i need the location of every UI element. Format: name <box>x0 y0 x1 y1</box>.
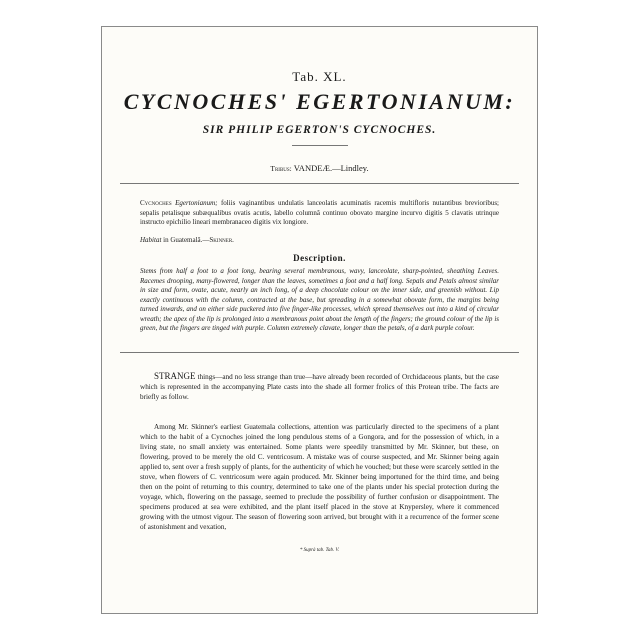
tribe-value: VANDEÆ.—Lindley. <box>293 163 369 173</box>
description-heading: Description. <box>293 253 346 263</box>
plate-number: Tab. XL. <box>292 69 347 84</box>
plate-page <box>101 26 538 614</box>
footnote: * Suprà tab. Tab. V. <box>299 548 340 553</box>
short-divider <box>292 145 348 146</box>
tribe-line <box>102 163 537 173</box>
habitat-author: Skinner. <box>209 236 234 244</box>
narrative-paragraph-1 <box>140 371 499 402</box>
habitat-prefix: Habitat <box>140 236 162 244</box>
habitat-line <box>140 236 537 244</box>
narrative-paragraph-2 <box>140 422 499 532</box>
diagnosis-genus: Cycnoches <box>140 199 172 207</box>
description-body: Stems from half a foot to a foot long, bearing several membranous, wavy, lanceolate, sharp-pointed, sheathing Leaves. Racemes drooping, many-flowered, longer than the leaves, sometimes a foot and a half long. Sepals and Petals almost similar in size and form, ovate, acute, nearly an inch long, of a deep chocolate colour on the inner side, and greenish without. Lip exactly continuous with the column, contracted at the base, but spreading in a somewhat obovate form, the margins being turned inwards, and on either side puckered into five finger-like processes, which spread themselves out into a kind of circular wreath; the apex of the lip is prolonged into a membranous point about the length of the fingers; the ground colour of the lip is green, but the fingers are tinged with purple. Column extremely clavate, longer than the petals, of a dark purple colour. <box>140 267 499 332</box>
species-title: CYCNOCHES' EGERTONIANUM: <box>123 89 516 114</box>
common-name-subtitle: SIR PHILIP EGERTON'S CYCNOCHES. <box>202 124 437 136</box>
narrative-lead-word: STRANGE <box>154 371 196 381</box>
diagnosis-text: foliis vaginantibus undulatis lanceolatis acuminatis racemis multifloris nutantibus brevioribus; sepalis petalisque subæqualibus ovatis acutis, labello columnâ continuo obovato margine incurvo digitis 5 clavatis utrinque instructo epichilio lineari membranaceo digitis vix longiore. <box>140 199 500 226</box>
latin-diagnosis <box>140 199 499 228</box>
header-divider <box>120 183 519 184</box>
tribe-label: Tribus: <box>270 164 292 173</box>
diagnosis-species: Egertonianum; <box>175 199 218 207</box>
narrative-para1-text: things—and no less strange than true—have already been recorded of Orchidaceous plants, but the case which is represented in the accompanying Plate casts into the shade all former frolics of this Protean tribe. The facts are briefly as follow. <box>140 373 499 401</box>
description-divider <box>120 352 519 353</box>
narrative-para2-text: Among Mr. Skinner's earliest Guatemala collections, attention was particularly directed to the specimens of a plant which to the habit of a Cycnoches joined the long pendulous stems of a Gongora, and for the possession of which, in a living state, no small anxiety was entertained. Some plants were speedily transmitted by Mr. Skinner, but these, on flowering, proved to be merely the old C. ventricosum. A mistake was of course suspected, and Mr. Skinner being again applied to, sent over a fresh supply of plants, for the authenticity of which he vouched; but these were scarcely settled in the stove, when flowers of C. ventricosum were again produced. Mr. Skinner being importuned for the third time, and being then on the point of returning to this country, determined to take one of the plants under his special protection during the voyage, which, flowering on the passage, seemed to preclude the possibility of further confusion or disappointment. The specimens produced at sea were exhibited, and the plant itself placed in the stove at Knypersley, where it commenced growing with the utmost vigour. The season of flowering soon arrived, but brought with it a recurrence of the former scene of astonishment and vexation, <box>140 423 499 531</box>
habitat-text: in Guatemalâ.— <box>161 236 210 244</box>
